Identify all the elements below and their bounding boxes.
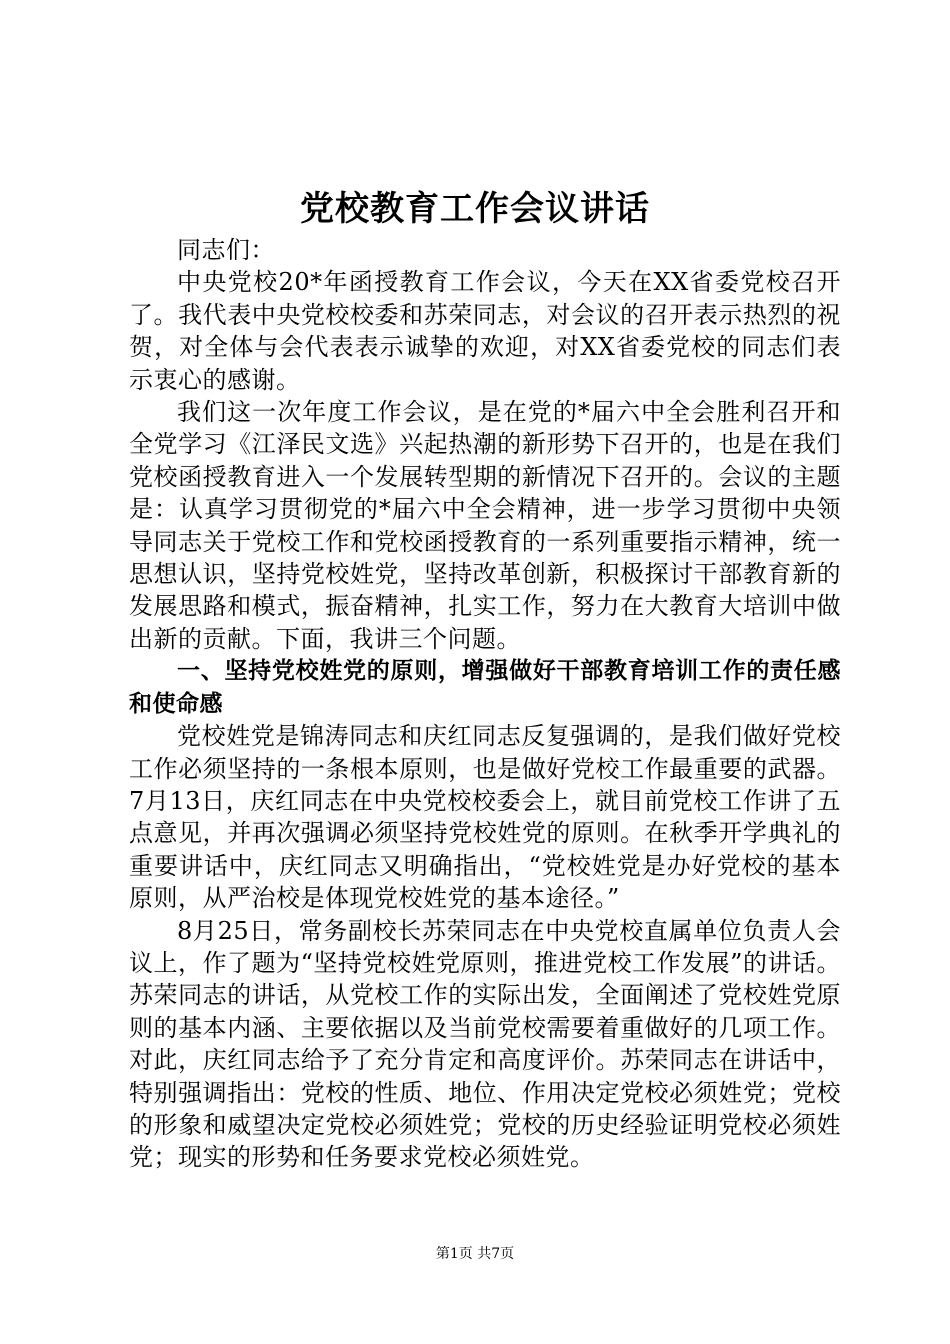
paragraph: 中央党校20*年函授教育工作会议，今天在XX省委党校召开了。我代表中央党校校委和苏荣同志，对会议的召开表示热烈的祝贺，对全体与会代表表示诚挚的欢迎，对XX省委党校的同志们表示衷心的感谢。 — [129, 268, 841, 394]
section-heading: 一、坚持党校姓党的原则，增强做好干部教育培训工作的责任感和使命感 — [129, 658, 841, 717]
salutation: 同志们： — [177, 236, 275, 264]
document-body — [129, 234, 841, 1174]
document-title: 党校教育工作会议讲话 — [300, 189, 650, 229]
paragraph: 我们这一次年度工作会议，是在党的*届六中全会胜利召开和全党学习《江泽民文选》兴起热潮的新形势下召开的，也是在我们党校函授教育进入一个发展转型期的新情况下召开的。会议的主题是：认真学习贯彻党的*届六中全会精神，进一步学习贯彻中央领导同志关于党校工作和党校函授教育的一系列重要指示精神，统一思想认识，坚持党校姓党，坚持改革创新，积极探讨干部教育新的发展思路和模式，振奋精神，扎实工作，努力在大教育大培训中做出新的贡献。下面，我讲三个问题。 — [129, 398, 841, 653]
paragraph: 8月25日，常务副校长苏荣同志在中央党校直属单位负责人会议上，作了题为“坚持党校姓党原则，推进党校工作发展”的讲话。苏荣同志的讲话，从党校工作的实际出发，全面阐述了党校姓党原则的基本内涵、主要依据以及当前党校需要着重做好的几项工作。对此，庆红同志给予了充分肯定和高度评价。苏荣同志在讲话中，特别强调指出：党校的性质、地位、作用决定党校必须姓党；党校的形象和威望决定党校必须姓党；党校的历史经验证明党校必须姓党；现实的形势和任务要求党校必须姓党。 — [129, 916, 841, 1172]
paragraph: 党校姓党是锦涛同志和庆红同志反复强调的，是我们做好党校工作必须坚持的一条根本原则，也是做好党校工作最重要的武器。7月13日，庆红同志在中央党校校委会上，就目前党校工作讲了五点意见，并再次强调必须坚持党校姓党的原则。在秋季开学典礼的重要讲话中，庆红同志又明确指出，“党校姓党是办好党校的基本原则，从严治校是体现党校姓党的基本途径。” — [129, 722, 841, 913]
page-number-footer: 第1页 共7页 — [435, 1246, 515, 1262]
